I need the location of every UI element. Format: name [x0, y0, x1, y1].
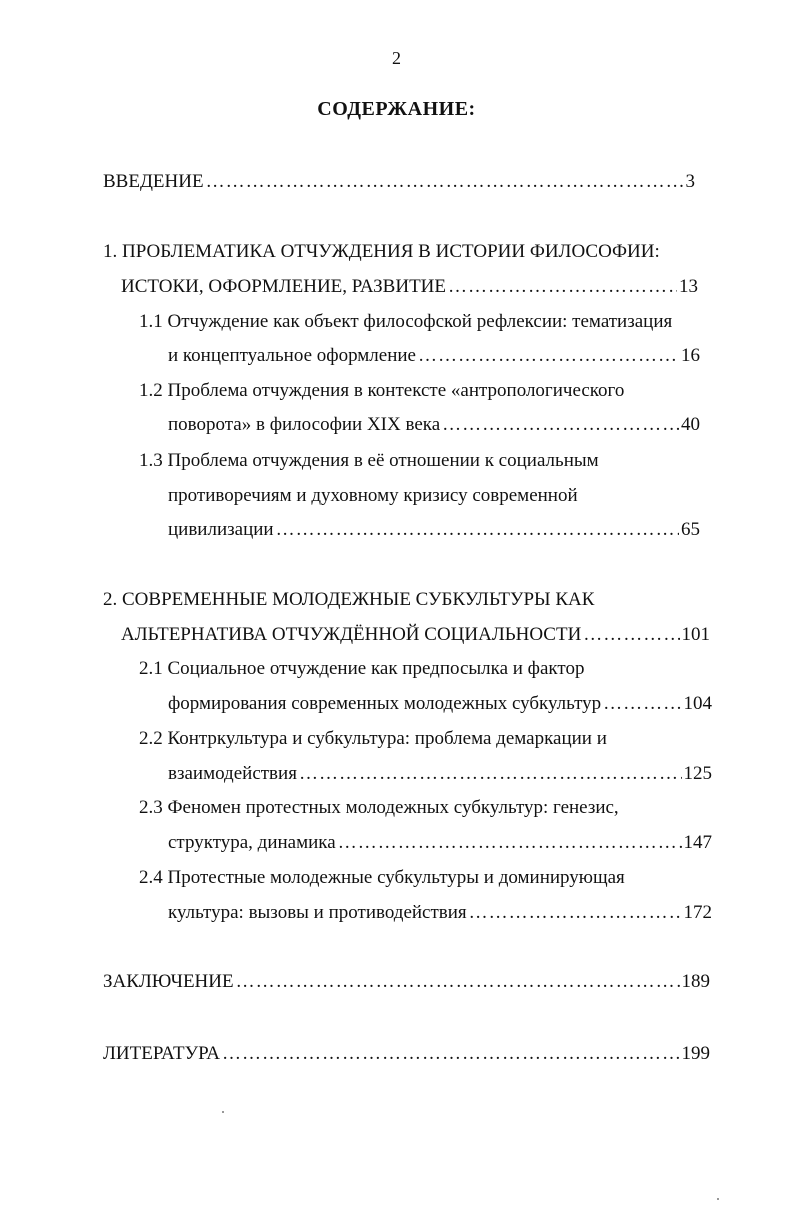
toc-leader-dots [583, 623, 679, 647]
toc-entry-introduction[interactable] [103, 170, 695, 194]
toc-entry-text: структура, динамика [168, 832, 336, 853]
toc-entry-text: ИСТОКИ, ОФОРМЛЕНИЕ, РАЗВИТИЕ [121, 276, 447, 297]
toc-page-number: 199 [681, 1043, 710, 1064]
page-title: СОДЕРЖАНИЕ: [317, 98, 476, 120]
toc-chapter-1[interactable] [121, 275, 698, 299]
toc-page-number: 189 [681, 971, 710, 992]
toc-entry-conclusion[interactable] [103, 970, 710, 994]
toc-page-number: 125 [683, 763, 712, 784]
toc-leader-dots [418, 344, 679, 368]
page-number: 2 [392, 48, 401, 68]
toc-section-1-1[interactable] [168, 344, 700, 368]
toc-page-number: 65 [681, 519, 700, 540]
toc-entry-text: АЛЬТЕРНАТИВА ОТЧУЖДЁННОЙ СОЦИАЛЬНОСТИ [121, 624, 582, 645]
toc-entry-text: формирования современных молодежных субкультур [168, 693, 602, 714]
toc-leader-dots [442, 413, 679, 437]
toc-section-2-3-line1[interactable]: 2.3 Феномен протестных молодежных субкультур: генезис, [139, 797, 619, 818]
toc-chapter-2[interactable] [121, 623, 710, 647]
scan-speck [222, 1111, 224, 1113]
toc-page-number: 16 [681, 345, 700, 366]
toc-section-1-2[interactable] [168, 413, 700, 437]
toc-chapter-1-line1[interactable]: 1. ПРОБЛЕМАТИКА ОТЧУЖДЕНИЯ В ИСТОРИИ ФИЛОСОФИИ: [103, 241, 660, 262]
toc-entry-literature[interactable] [103, 1042, 710, 1066]
toc-section-1-1-line1[interactable]: 1.1 Отчуждение как объект философской рефлексии: тематизация [139, 311, 673, 332]
toc-leader-dots [299, 762, 682, 786]
toc-section-2-2-line1[interactable]: 2.2 Контркультура и субкультура: проблема демаркации и [139, 728, 607, 749]
toc-page-number: 3 [685, 171, 695, 192]
toc-entry-text: ЗАКЛЮЧЕНИЕ [103, 971, 234, 992]
toc-section-2-4[interactable] [168, 901, 712, 925]
toc-leader-dots [603, 692, 681, 716]
toc-section-2-3[interactable] [168, 831, 712, 855]
toc-page-number: 172 [683, 902, 712, 923]
toc-section-2-1-line1[interactable]: 2.1 Социальное отчуждение как предпосылка и фактор [139, 658, 585, 679]
toc-entry-text: культура: вызовы и противодействия [168, 902, 467, 923]
toc-leader-dots [236, 970, 680, 994]
toc-section-2-2[interactable] [168, 762, 712, 786]
toc-leader-dots [448, 275, 677, 299]
toc-entry-text: взаимодействия [168, 763, 297, 784]
toc-page-number: 101 [681, 624, 710, 645]
toc-leader-dots [206, 170, 684, 194]
toc-leader-dots [338, 831, 682, 855]
toc-page-number: 104 [683, 693, 712, 714]
toc-leader-dots [469, 901, 682, 925]
toc-section-1-2-line1[interactable]: 1.2 Проблема отчуждения в контексте «антропологического [139, 380, 625, 401]
toc-page-number: 147 [683, 832, 712, 853]
toc-entry-text: ВВЕДЕНИЕ [103, 171, 204, 192]
toc-section-1-3[interactable] [168, 518, 700, 542]
toc-entry-text: ЛИТЕРАТУРА [103, 1043, 220, 1064]
toc-entry-text: и концептуальное оформление [168, 345, 416, 366]
toc-page-number: 40 [681, 414, 700, 435]
toc-section-1-3-line2[interactable]: противоречиям и духовному кризису современной [168, 485, 578, 506]
toc-entry-text: поворота» в философии XIX века [168, 414, 441, 435]
toc-leader-dots [222, 1042, 680, 1066]
scan-speck [717, 1198, 719, 1200]
toc-page-number: 13 [679, 276, 698, 297]
toc-leader-dots [276, 518, 679, 542]
toc-entry-text: цивилизации [168, 519, 274, 540]
toc-section-2-1[interactable] [168, 692, 712, 716]
toc-section-1-3-line1[interactable]: 1.3 Проблема отчуждения в её отношении к социальным [139, 450, 599, 471]
toc-chapter-2-line1[interactable]: 2. СОВРЕМЕННЫЕ МОЛОДЕЖНЫЕ СУБКУЛЬТУРЫ КАК [103, 589, 595, 610]
toc-section-2-4-line1[interactable]: 2.4 Протестные молодежные субкультуры и доминирующая [139, 867, 625, 888]
